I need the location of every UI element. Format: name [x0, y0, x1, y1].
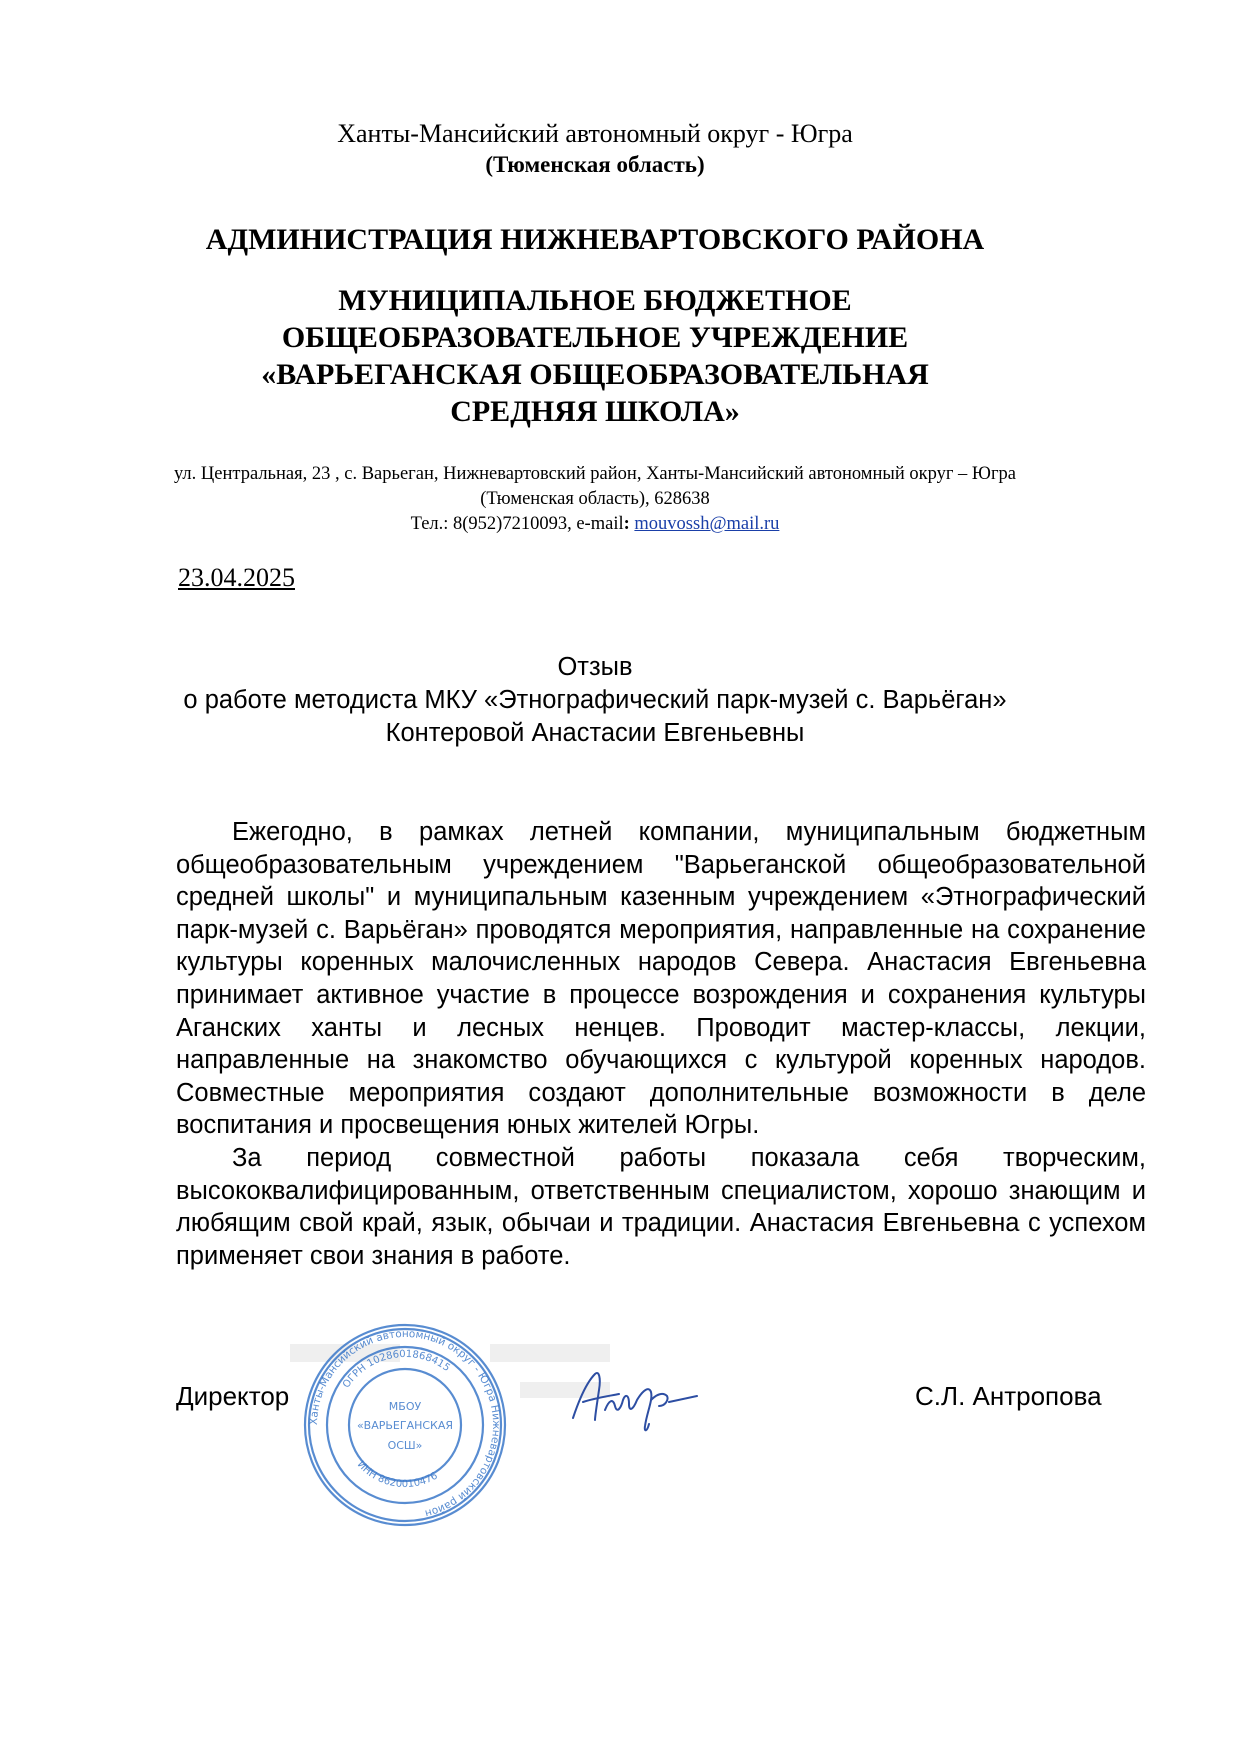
heading-line-3: Контеровой Анастасии Евгеньевны [385, 719, 805, 747]
stamp-inn: ИНН 8620010476 [354, 1459, 440, 1491]
contacts-colon: : [623, 514, 630, 534]
body-paragraph: Ежегодно, в рамках летней компании, муниципальным бюджетным общеобразовательным учреждением "Варьеганской общеобразовательной средней школы" и муниципальным казенным учреждением «Этнографический парк-музей с. Варьёган» проводятся мероприятия, направленные на сохранение культуры коренных малочисленных народов Севера. Анастасия Евгеньевна принимает активное участие в процессе возрождения и сохранения культуры Аганских ханты и лесных ненцев. Проводит мастер-классы, лекции, направленные на знакомство обучающихся с культурой коренных народов. Совместные мероприятия создают дополнительные возможности в деле воспитания и просвещения юных жителей Югры. [176, 818, 1146, 1140]
contacts-prefix: Тел.: 8(952)7210093, e-mail [410, 514, 624, 534]
oblast-line: (Тюменская область) [485, 152, 705, 177]
email-link[interactable]: mouvossh@mail.ru [634, 514, 780, 534]
body-paragraph: За период совместной работы показала себя творческим, высококвалифицированным, ответственным специалистом, хорошо знающим и любящим свой край, язык, обычаи и традиции. Анастасия Евгеньевна с успехом применяет свои знания в работе. [176, 1143, 1146, 1270]
address-block [0, 462, 1190, 537]
school-name-line: ОБЩЕОБРАЗОВАТЕЛЬНОЕ УЧРЕЖДЕНИЕ [281, 321, 909, 354]
stamp-center-mid: «ВАРЬЕГАНСКАЯ [356, 1419, 454, 1432]
school-name [0, 282, 1190, 430]
stamp-center-bottom: ОСШ» [387, 1439, 423, 1452]
handwritten-signature [565, 1360, 705, 1440]
administration-title: АДМИНИСТРАЦИЯ НИЖНЕВАРТОВСКОГО РАЙОНА [205, 223, 985, 256]
school-name-line: «ВАРЬЕГАНСКАЯ ОБЩЕОБРАЗОВАТЕЛЬНАЯ [261, 358, 929, 391]
document-body [176, 816, 1146, 1272]
heading-line-2: о работе методиста МКУ «Этнографический парк-музей с. Варьёган» [183, 686, 1007, 714]
school-name-line: СРЕДНЯЯ ШКОЛА» [450, 395, 740, 428]
address-line-2: (Тюменская область), 628638 [480, 489, 710, 509]
signatory-name: С.Л. Антропова [915, 1381, 1102, 1411]
school-name-line: МУНИЦИПАЛЬНОЕ БЮДЖЕТНОЕ [338, 284, 852, 317]
stamp-outer-text: Ханты-Мансийский автономный округ - Югра Нижневартовский район [307, 1327, 503, 1520]
document-heading [0, 651, 1190, 750]
contacts-line [0, 512, 1190, 537]
signatory-title: Директор [176, 1381, 290, 1411]
stamp-center-top: МБОУ [388, 1400, 422, 1413]
address-line-1: ул. Центральная, 23 , с. Варьеган, Нижневартовский район, Ханты-Мансийский автономный округ – Югра [174, 464, 1016, 484]
stamp-ogrn: ОГРН 1028601868415 [340, 1348, 452, 1391]
region-line: Ханты-Мансийский автономный округ - Югра [337, 119, 853, 148]
official-stamp [300, 1320, 510, 1530]
heading-line-1: Отзыв [557, 653, 633, 681]
document-date: 23.04.2025 [178, 563, 295, 592]
